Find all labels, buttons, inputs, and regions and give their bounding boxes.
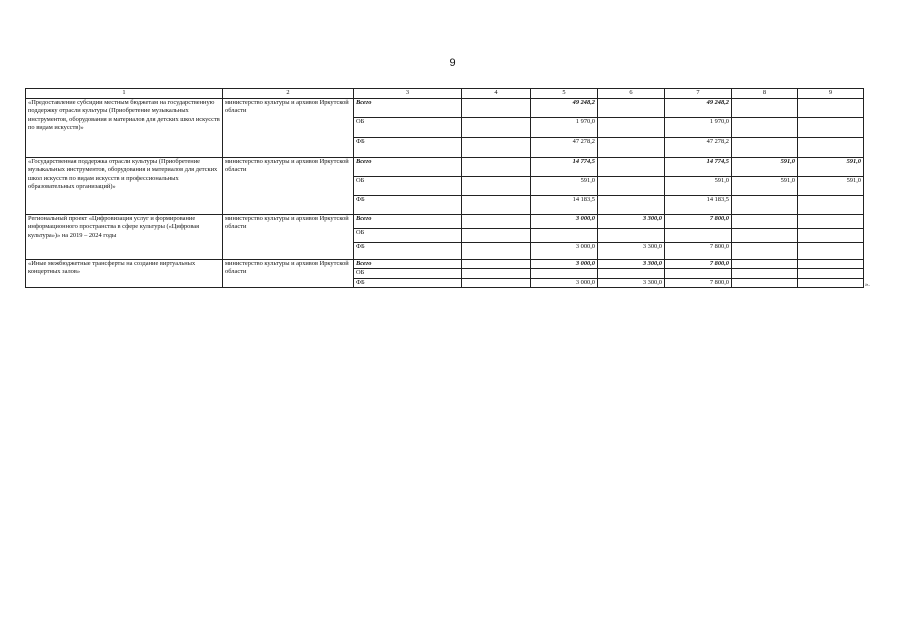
funding-source: Всего [354,215,462,229]
value-cell [798,99,864,118]
value-cell: 7 800,0 [665,243,732,260]
value-cell: 47 278,2 [531,138,598,158]
value-cell: 1 970,0 [531,118,598,138]
value-cell: 591,0 [531,177,598,196]
value-cell [732,229,798,243]
value-cell [598,177,665,196]
value-cell [598,138,665,158]
value-cell [462,215,531,229]
value-cell [598,196,665,215]
value-cell [732,243,798,260]
value-cell [798,229,864,243]
value-cell [798,196,864,215]
funding-source: Всего [354,260,462,269]
page-number: 9 [449,57,456,69]
value-cell [798,138,864,158]
value-cell [531,229,598,243]
value-cell: 14 183,5 [531,196,598,215]
value-cell [665,229,732,243]
value-cell [598,269,665,278]
value-cell [798,278,864,287]
value-cell [798,260,864,269]
funding-source: Всего [354,99,462,118]
value-cell: 3 000,0 [531,278,598,287]
header-cell: 3 [354,89,462,99]
value-cell: 591,0 [798,177,864,196]
header-cell: 6 [598,89,665,99]
value-cell: 591,0 [732,177,798,196]
value-cell [531,269,598,278]
value-cell: 1 970,0 [665,118,732,138]
value-cell [665,269,732,278]
value-cell [598,99,665,118]
value-cell [732,196,798,215]
value-cell [798,215,864,229]
value-cell [798,269,864,278]
value-cell [732,138,798,158]
funding-source: ФБ [354,196,462,215]
value-cell: 591,0 [732,158,798,177]
value-cell: 3 000,0 [531,215,598,229]
value-cell: 14 774,5 [665,158,732,177]
value-cell [462,99,531,118]
header-cell: 4 [462,89,531,99]
header-cell: 9 [798,89,864,99]
funding-source: Всего [354,158,462,177]
value-cell: 49 248,2 [665,99,732,118]
closing-quote-mark: ». [865,281,870,288]
value-cell [598,229,665,243]
funding-source: ФБ [354,138,462,158]
value-cell: 7 800,0 [665,278,732,287]
value-cell [732,215,798,229]
table-row [26,158,864,177]
value-cell [598,118,665,138]
value-cell: 3 300,0 [598,215,665,229]
executor: министерство культуры и архивов Иркутской области [223,260,354,288]
value-cell [462,278,531,287]
table-row [26,99,864,118]
value-cell [598,158,665,177]
event-name: Региональный проект «Цифровизация услуг и формирование информационного пространства в сфере культуры («Цифровая культура»)» на 2019 – 2024 годы [26,215,223,260]
executor: министерство культуры и архивов Иркутской области [223,99,354,158]
value-cell: 7 800,0 [665,215,732,229]
value-cell [732,260,798,269]
value-cell: 3 000,0 [531,243,598,260]
value-cell [732,99,798,118]
table-row [26,260,864,269]
funding-source: ФБ [354,243,462,260]
value-cell [462,229,531,243]
value-cell: 14 774,5 [531,158,598,177]
value-cell [798,118,864,138]
value-cell [732,269,798,278]
value-cell [798,243,864,260]
header-row [26,89,864,99]
value-cell [462,243,531,260]
value-cell: 14 183,5 [665,196,732,215]
event-name: «Государственная поддержка отрасли культуры (Приобретение музыкальных инструментов, оборудования и материалов для детских школ искусств по видам искусств и профессиональных образовательных организаций)» [26,158,223,215]
value-cell: 7 800,0 [665,260,732,269]
value-cell [462,260,531,269]
value-cell: 49 248,2 [531,99,598,118]
value-cell [462,158,531,177]
executor: министерство культуры и архивов Иркутской области [223,215,354,260]
value-cell: 3 000,0 [531,260,598,269]
table-row [26,215,864,229]
value-cell [462,177,531,196]
value-cell: 3 300,0 [598,260,665,269]
value-cell: 3 300,0 [598,278,665,287]
header-cell: 8 [732,89,798,99]
value-cell [462,269,531,278]
value-cell [462,138,531,158]
value-cell: 3 300,0 [598,243,665,260]
header-cell: 2 [223,89,354,99]
executor: министерство культуры и архивов Иркутской области [223,158,354,215]
value-cell [732,278,798,287]
funding-source: ОБ [354,177,462,196]
value-cell: 591,0 [798,158,864,177]
value-cell: 591,0 [665,177,732,196]
header-cell: 1 [26,89,223,99]
funding-source: ОБ [354,118,462,138]
value-cell [462,118,531,138]
event-name: «Иные межбюджетные трансферты на создание виртуальных концертных залов» [26,260,223,288]
header-cell: 5 [531,89,598,99]
financing-table [25,88,864,288]
event-name: «Предоставление субсидии местным бюджетам на государственную поддержку отрасли культуры (Приобретение музыкальных инструментов, оборудования и материалов для детских школ искусств по видам искусств)» [26,99,223,158]
value-cell [462,196,531,215]
value-cell: 47 278,2 [665,138,732,158]
value-cell [732,118,798,138]
header-cell: 7 [665,89,732,99]
funding-source: ОБ [354,229,462,243]
funding-source: ФБ [354,278,462,287]
funding-source: ОБ [354,269,462,278]
